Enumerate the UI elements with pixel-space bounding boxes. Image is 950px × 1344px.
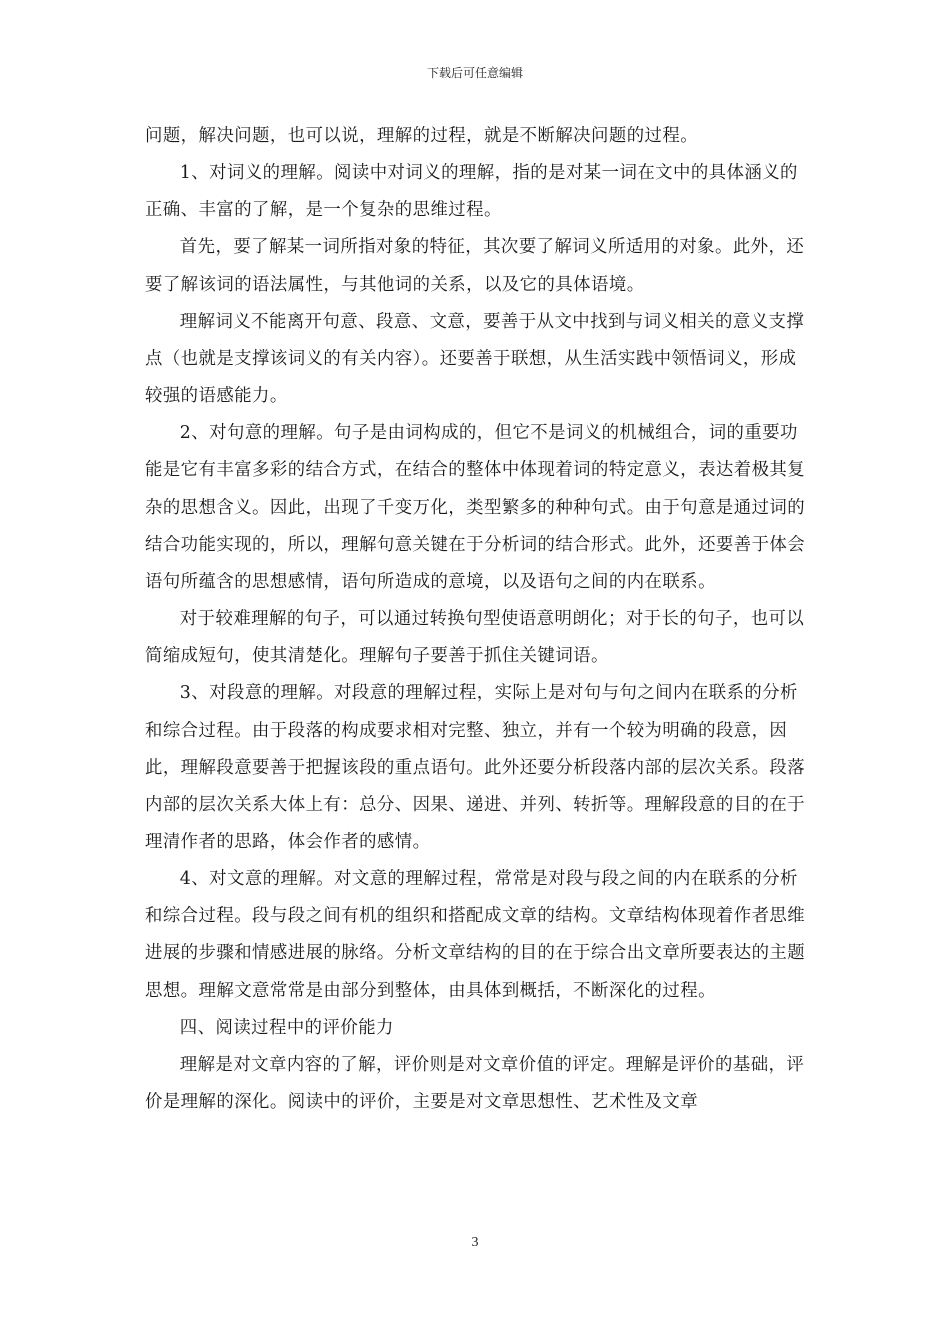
paragraph-word-features: 首先，要了解某一词所指对象的特征，其次要了解词义所适用的对象。此外，还要了解该词的语法属性，与其他词的关系，以及它的具体语境。 bbox=[145, 237, 805, 295]
paragraph-word-context: 理解词义不能离开句意、段意、文意，要善于从文中找到与词义相关的意义支撑点（也就是支撑该词义的有关内容）。还要善于联想，从生活实践中领悟词义，形成较强的语感能力。 bbox=[145, 311, 805, 407]
paragraph-section-meaning: 3、对段意的理解。对段意的理解过程，实际上是对句与句之间内在联系的分析和综合过程。由于段落的构成要求相对完整、独立，并有一个较为明确的段意，因此，理解段意要善于把握该段的重点语句。此外还要分析段落内部的层次关系。段落内部的层次关系大体上有：总分、因果、递进、并列、转折等。理解段意的目的在于理清作者的思路，体会作者的感情。 bbox=[145, 683, 806, 852]
paragraph-sentence-meaning: 2、对句意的理解。句子是由词构成的，但它不是词义的机械组合，词的重要功能是它有丰富多彩的结合方式，在结合的整体中体现着词的特定意义，表达着极其复杂的思想含义。因此，出现了千变万化，类型繁多的种种句式。由于句意是通过词的结合功能实现的，所以，理解句意关键在于分析词的结合形式。此外，还要善于体会语句所蕴含的思想感情，语句所造成的意境，以及语句之间的内在联系。 bbox=[145, 423, 806, 592]
paragraph-word-meaning: 1、对词义的理解。阅读中对词义的理解，指的是对某一词在文中的具体涵义的正确、丰富的了解，是一个复杂的思维过程。 bbox=[145, 163, 798, 221]
document-body bbox=[145, 118, 807, 1121]
paragraph-continuation: 问题，解决问题，也可以说，理解的过程，就是不断解决问题的过程。 bbox=[145, 126, 699, 146]
section-heading: 四、阅读过程中的评价能力 bbox=[179, 1017, 394, 1038]
page-number: 3 bbox=[471, 1235, 479, 1250]
paragraph-difficult-sentences: 对于较难理解的句子，可以通过转换句型使语意明朗化；对于长的句子，也可以简缩成短句，使其清楚化。理解句子要善于抓住关键词语。 bbox=[145, 609, 805, 667]
paragraph-evaluation: 理解是对文章内容的了解，评价则是对文章价值的评定。理解是评价的基础，评价是理解的深化。阅读中的评价，主要是对文章思想性、艺术性及文章 bbox=[145, 1054, 805, 1113]
page-header: 下载后可任意编辑 bbox=[426, 66, 523, 80]
paragraph-text-meaning: 4、对文意的理解。对文意的理解过程，常常是对段与段之间的内在联系的分析和综合过程。段与段之间有机的组织和搭配成文章的结构。文章结构体现着作者思维进展的步骤和情感进展的脉络。分析文章结构的目的在于综合出文章所要表达的主题思想。理解文意常常是由部分到整体，由具体到概括，不断深化的过程。 bbox=[145, 869, 806, 1001]
